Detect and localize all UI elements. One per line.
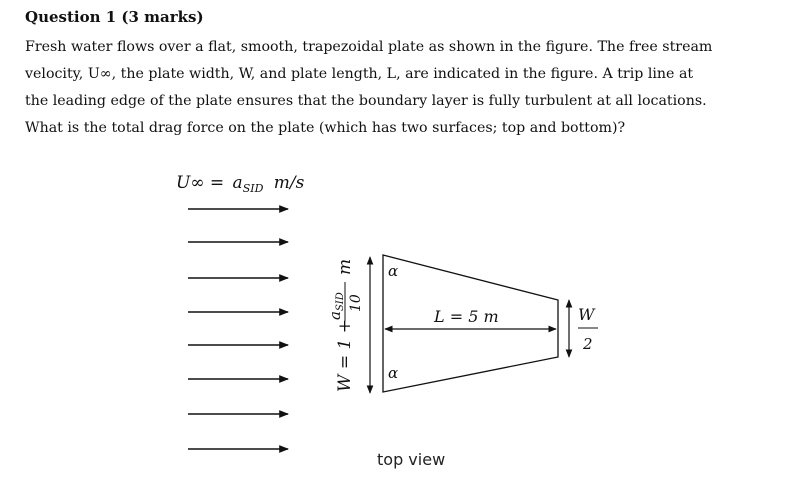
question-title: Question 1 (3 marks) xyxy=(25,8,204,26)
width-label xyxy=(326,259,364,392)
angle-label-bottom: α xyxy=(388,364,399,382)
svg-text:W = 1 +: W = 1 + xyxy=(335,319,355,392)
figure-caption: top view xyxy=(377,450,446,469)
svg-text:aSID: $a_{SID}$ xyxy=(326,292,346,320)
length-label: L = 5 m xyxy=(434,307,499,326)
svg-text:10: 10 xyxy=(348,294,364,312)
svg-text:W: W xyxy=(578,305,595,324)
velocity-label: U∞ = $a_{SID}$ m/s xyxy=(176,173,305,195)
half-width-label xyxy=(578,305,598,353)
question-line-1: Fresh water flows over a flat, smooth, trapezoidal plate as shown in the figure. The free stream xyxy=(25,39,713,55)
question-line-4: What is the total drag force on the plate (which has two surfaces; top and bottom)? xyxy=(25,120,626,136)
flow-arrows xyxy=(188,209,288,449)
question-line-3: the leading edge of the plate ensures that the boundary layer is fully turbulent at all locations. xyxy=(25,93,707,109)
question-line-2: velocity, U∞, the plate width, W, and plate length, L, are indicated in the figure. A trip line at xyxy=(25,66,694,82)
angle-label-top: α xyxy=(388,262,399,280)
svg-text:m: m xyxy=(335,258,355,275)
svg-text:2: 2 xyxy=(583,335,593,353)
